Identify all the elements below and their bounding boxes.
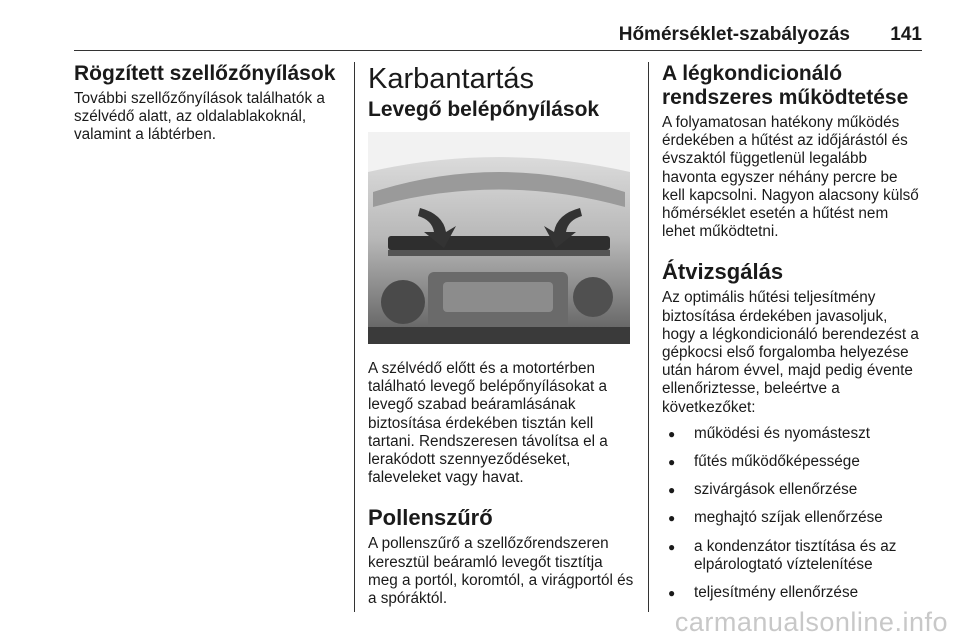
column-middle [368,62,636,608]
heading-fixed-vents: Rögzített szellőzőnyílások [74,62,336,85]
column-divider [354,62,355,612]
engine-bay-photo [368,132,630,344]
watermark: carmanualsonline.info [674,607,948,637]
page-number: 141 [890,24,922,45]
heading-air-intake: Levegő belépőnyílások [368,98,600,121]
page-header [74,22,922,51]
list-item: ● teljesítmény ellenőrzése [662,584,924,602]
header-title: Hőmérséklet-szabályozás [618,24,850,45]
heading-inspection: Átvizsgálás [662,259,784,285]
paragraph-ac-operation: A folyamatosan hatékony működés érdekében a hűtést az időjárástól és évszaktól függetlenül legalább havonta egyszer néhány percre be kell kapcsolni. Nagyon alacsony külső hőmérséklet esetén a hűtést nem lehet működtetni. [662,114,919,241]
heading-pollen-filter: Pollenszűrő [368,505,493,531]
paragraph-inspection: Az optimális hűtési teljesítmény biztosítása érdekében javasoljuk, hogy a légkondicionáló berendezést a gépkocsi első forgalomba helyezése után három évvel, majd pedig évente ellenőriztesse, beleértve a következőket: [662,289,919,416]
inspection-list [662,425,924,602]
column-divider [648,62,649,612]
paragraph-pollen-filter: A pollenszűrő a szellőzőrendszeren keresztül beáramló levegőt tisztítja meg a portól, koromtól, a virágportól és a spóráktól. [368,535,634,608]
paragraph-air-intake: A szélvédő előtt és a motortérben található levegő belépőnyílásokat a levegő szabad beáramlásának biztosítása érdekében tisztán kell tartani. Rendszeresen távolítsa el a lerakódott szennyeződéseket, faleveleket vagy havat. [368,360,608,487]
paragraph-fixed-vents: További szellőzőnyílások találhatók a szélvédő alatt, az oldalablakoknál, valamint a lábtérben. [74,90,325,144]
column-left [74,62,346,145]
list-item: ● a kondenzátor tisztítása és az elpárologtató víztelenítése [662,538,924,574]
list-item: ● működési és nyomásteszt [662,425,924,443]
heading-ac-operation: A légkondicionáló rendszeres működtetése [662,62,909,109]
section-title: Karbantartás [368,63,535,95]
list-item: ● meghajtó szíjak ellenőrzése [662,509,924,527]
column-right [662,62,924,612]
list-item: ● szivárgások ellenőrzése [662,481,924,499]
list-item: ● fűtés működőképessége [662,453,924,471]
